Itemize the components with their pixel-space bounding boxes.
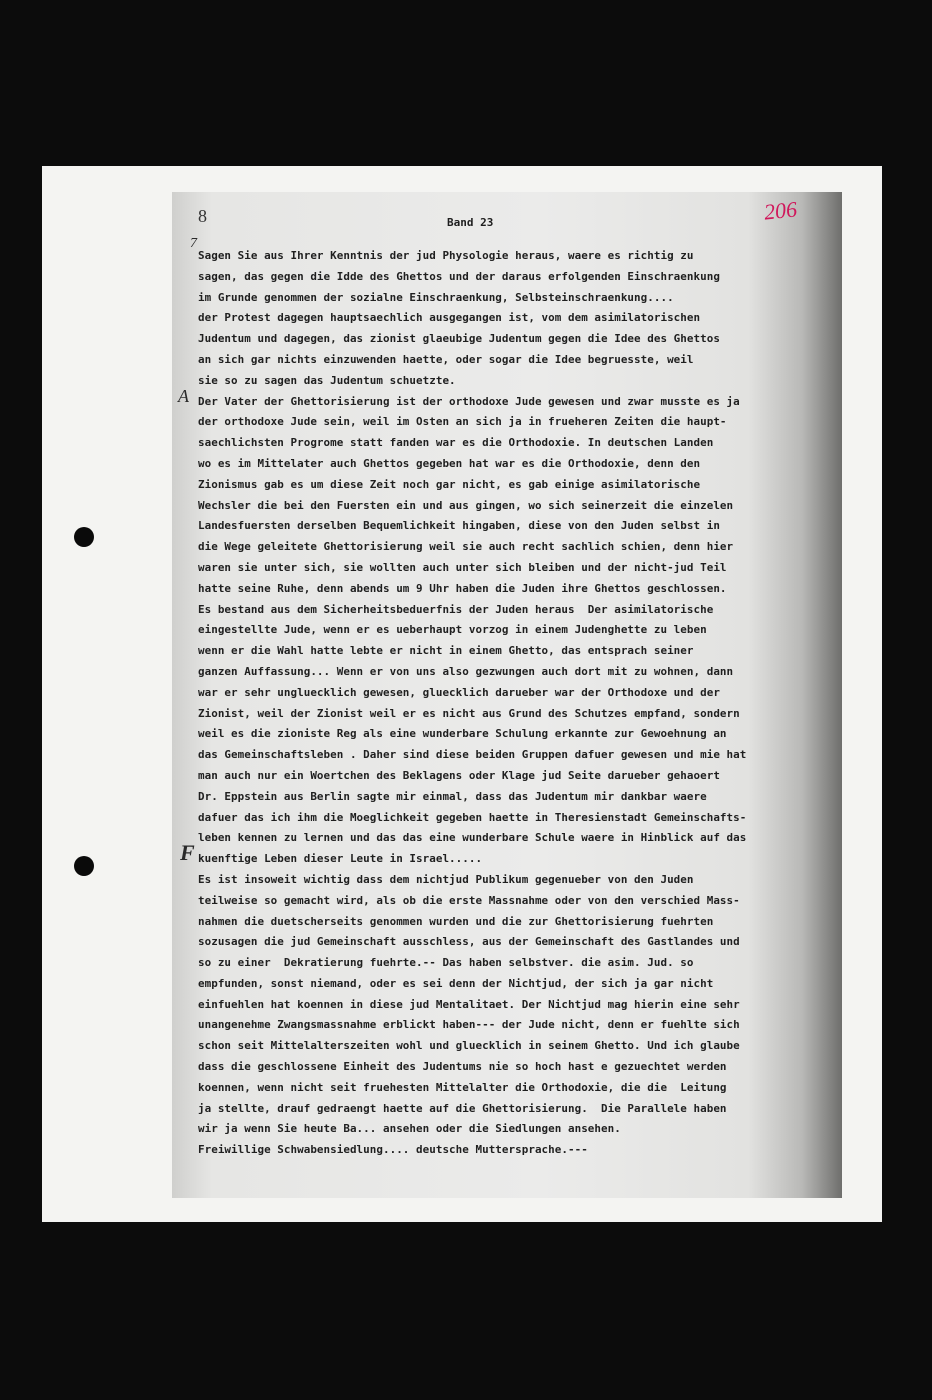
text-line: der Protest dagegen hauptsaechlich ausgegangen ist, vom dem asimilatorischen (198, 311, 701, 325)
text-line: Wechsler die bei den Fuersten ein und aus gingen, wo sich seinerzeit die einzelen (198, 498, 734, 512)
text-line: weil es die zioniste Reg als eine wunderbare Schulung erkannte zur Gewoehnung an (198, 727, 727, 741)
text-line: nahmen die duetscherseits genommen wurden und die zur Ghettorisierung fuehrten (198, 914, 714, 928)
text-line: Zionist, weil der Zionist weil er es nicht aus Grund des Schutzes empfand, sondern (198, 706, 740, 720)
text-line: Landesfuersten derselben Bequemlichkeit hingaben, diese von den Juden selbst in (198, 519, 720, 533)
page-number: 8 (198, 206, 207, 226)
margin-mark: 7 (190, 236, 197, 251)
text-line: war er sehr ungluecklich gewesen, gluecklich darueber war der Orthodoxe und der (198, 685, 720, 699)
text-line: Judentum und dagegen, das zionist glaeubige Judentum gegen die Idee des Ghettos (198, 332, 720, 346)
text-line: hatte seine Ruhe, denn abends um 9 Uhr haben die Juden ihre Ghettos geschlossen. (198, 581, 727, 595)
text-line: Sagen Sie aus Ihrer Kenntnis der jud Physologie heraus, waere es richtig zu (198, 249, 694, 262)
text-line: sagen, das gegen die Idde des Ghettos und der daraus erfolgenden Einschraenkung (198, 269, 720, 283)
document-photocopy (172, 192, 842, 1198)
text-line: Es bestand aus dem Sicherheitsbeduerfnis der Juden heraus Der asimilatorische (198, 602, 714, 616)
text-line: waren sie unter sich, sie wollten auch unter sich bleiben und der nicht-jud Teil (198, 560, 727, 574)
typed-body-text (198, 246, 838, 1161)
punch-hole-top (74, 527, 94, 547)
margin-mark: F (180, 840, 195, 865)
text-line: Dr. Eppstein aus Berlin sagte mir einmal, dass das Judentum mir dankbar waere (198, 789, 707, 803)
margin-mark: A (178, 386, 189, 406)
text-line: Der Vater der Ghettorisierung ist der orthodoxe Jude gewesen und zwar musste es ja (198, 394, 740, 408)
text-line: die Wege geleitete Ghettorisierung weil sie auch recht sachlich schien, denn hier (198, 540, 734, 554)
text-line: wenn er die Wahl hatte lebte er nicht in einem Ghetto, das entsprach seiner (198, 644, 694, 658)
punch-hole-bottom (74, 856, 94, 876)
text-line: koennen, wenn nicht seit fruehesten Mittelalter die Orthodoxie, die die Leitung (198, 1080, 727, 1094)
text-line: ja stellte, drauf gedraengt haette auf die Ghettorisierung. Die Parallele haben (198, 1101, 727, 1115)
text-line: teilweise so gemacht wird, als ob die erste Massnahme oder von den verschied Mass- (198, 893, 740, 907)
text-line: Es ist insoweit wichtig dass dem nichtjud Publikum gegenueber von den Juden (198, 872, 694, 886)
text-line: dafuer das ich ihm die Moeglichkeit gegeben haette in Theresienstadt Gemeinschafts- (198, 810, 747, 824)
text-line: saechlichsten Progrome statt fanden war es die Orthodoxie. In deutschen Landen (198, 436, 714, 450)
text-line: Freiwillige Schwabensiedlung.... deutsche Muttersprache.--- (198, 1143, 588, 1157)
text-line: an sich gar nichts einzuwenden haette, oder sogar die Idee begruesste, weil (198, 352, 694, 366)
text-line: empfunden, sonst niemand, oder es sei denn der Nichtjud, der sich ja gar nicht (198, 976, 714, 990)
text-line: im Grunde genommen der sozialne Einschraenkung, Selbsteinschraenkung.... (198, 290, 674, 304)
text-line: leben kennen zu lernen und das das eine wunderbare Schule waere in Hinblick auf das (198, 831, 747, 845)
text-line: schon seit Mittelalterszeiten wohl und gluecklich in seinem Ghetto. Und ich glaube (198, 1039, 740, 1053)
text-line: das Gemeinschaftsleben . Daher sind diese beiden Gruppen dafuer gewesen und mie hat (198, 748, 747, 762)
text-line: man auch nur ein Woertchen des Beklagens oder Klage jud Seite darueber gehaoert (198, 768, 720, 782)
text-line: wir ja wenn Sie heute Ba... ansehen oder die Siedlungen ansehen. (198, 1122, 621, 1136)
header-title: Band 23 (447, 216, 494, 229)
text-line: unangenehme Zwangsmassnahme erblickt haben--- der Jude nicht, denn er fuehlte sich (198, 1018, 740, 1032)
text-line: der orthodoxe Jude sein, weil im Osten an sich ja in frueheren Zeiten die haupt- (198, 415, 727, 429)
text-line: einfuehlen hat koennen in diese jud Mentalitaet. Der Nichtjud mag hierin eine sehr (198, 997, 740, 1011)
text-line: sie so zu sagen das Judentum schuetzte. (198, 373, 456, 387)
text-line: eingestellte Jude, wenn er es ueberhaupt vorzog in einem Judenghette zu leben (198, 623, 707, 637)
text-line: Zionismus gab es um diese Zeit noch gar nicht, es gab einige asimilatorische (198, 477, 701, 491)
archive-number-stamp: 206 (762, 196, 799, 225)
text-line: so zu einer Dekratierung fuehrte.-- Das haben selbstver. die asim. Jud. so (198, 956, 694, 970)
text-line: kuenftige Leben dieser Leute in Israel..... (198, 852, 483, 866)
text-line: dass die geschlossene Einheit des Judentums nie so hoch hast e gezuechtet werden (198, 1060, 727, 1074)
text-line: sozusagen die jud Gemeinschaft ausschless, aus der Gemeinschaft des Gastlandes und (198, 935, 740, 949)
text-line: ganzen Auffassung... Wenn er von uns also gezwungen auch dort mit zu wohnen, dann (198, 664, 734, 678)
text-line: wo es im Mittelater auch Ghettos gegeben hat war es die Orthodoxie, denn den (198, 456, 701, 470)
